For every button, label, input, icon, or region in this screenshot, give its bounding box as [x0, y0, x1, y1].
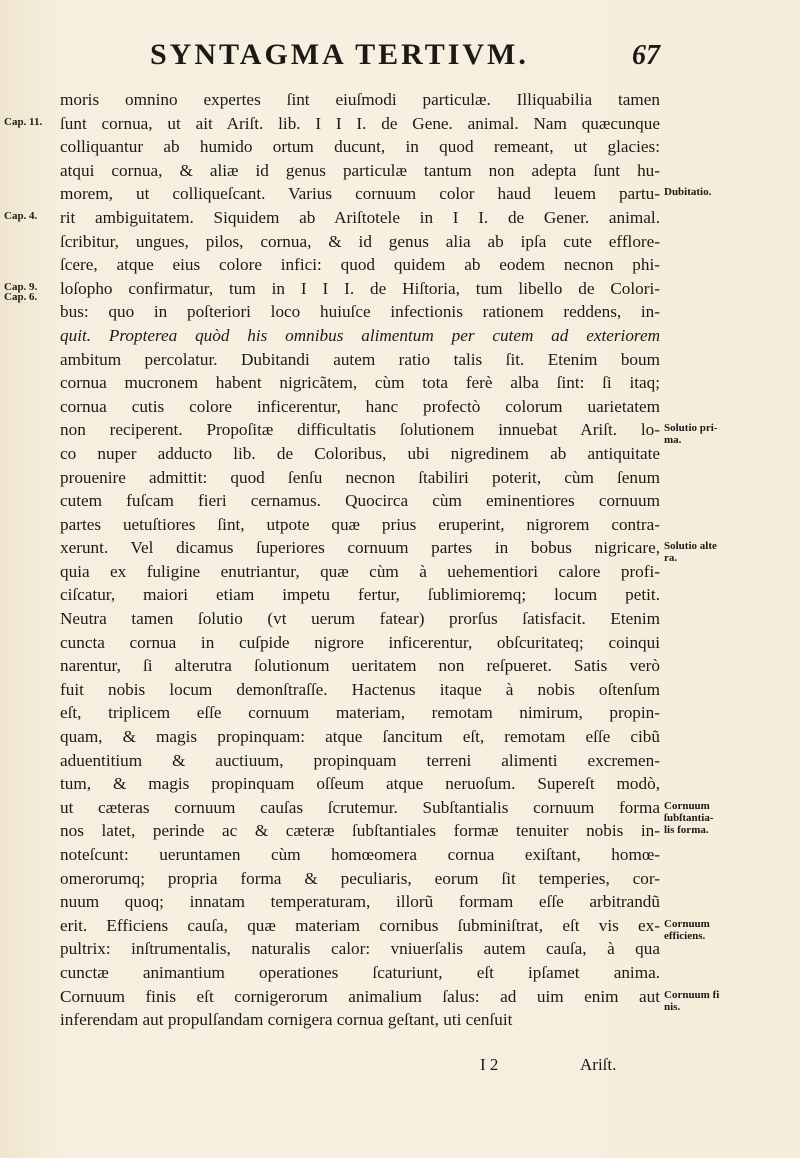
- text-line: pultrix: inſtrumentalis, naturalis calor: vniuerſalis autem cauſa, à qua: [60, 939, 660, 959]
- text-line: atqui cornua, & aliæ id genus particulæ tantum non adepta ſunt hu-: [60, 160, 660, 180]
- text-line: moris omnino expertes ſint eiuſmodi particulæ. Illiquabilia tamen: [60, 90, 660, 109]
- text-line: non reciperent. Propoſitæ difficultatis ſolutionem innuebat Ariſt. lo-: [60, 420, 660, 440]
- text-line: ſunt cornua, ut ait Ariſt. lib. I I I. de Gene. animal. Nam quæcunque: [60, 113, 660, 133]
- text-line: quam, & magis propinquam: atque ſancitum eſt, remotam eſſe cibũ: [60, 727, 660, 747]
- margin-note-chapter-ref: Cap. 9.: [4, 280, 38, 293]
- text-line: quit. Propterea quòd his omnibus alimentum per cutem ad exteriorem: [60, 325, 660, 345]
- text-line: fuit nobis locum demonſtraſſe. Hactenus itaque à nobis oſtenſum: [60, 679, 660, 699]
- text-line: ut cæteras cornuum cauſas ſcrutemur. Subſtantialis cornuum forma: [60, 797, 660, 817]
- margin-note-topic: Solutio alte ra.: [664, 540, 717, 565]
- text-line: cornua cutis colore inficerentur, hanc profectò colorum uarietatem: [60, 396, 660, 416]
- text-line: eſt, triplicem eſſe cornuum materiam, remotam nimirum, propin-: [60, 703, 660, 723]
- text-line: nuum quoq; innatam temperaturam, illorũ formam eſſe arbitrandũ: [60, 892, 660, 912]
- margin-note-chapter-ref: Cap. 6.: [4, 291, 38, 304]
- text-line: noteſcunt: ueruntamen cùm homœomera cornua exiſtant, homœ-: [60, 845, 660, 864]
- text-line: Neutra tamen ſolutio (vt uerum fatear) prorſus ſatisfacit. Etenim: [60, 609, 660, 629]
- text-line: nos latet, perinde ac & cæteræ ſubſtantiales formæ tenuiter nobis in-: [60, 821, 660, 841]
- page-header: [60, 38, 660, 78]
- text-line: cunctæ animantium operationes ſcaturiunt, eſt ipſamet anima.: [60, 962, 660, 982]
- text-line: ambitum percolatur. Dubitandi autem ratio talis ſit. Etenim boum: [60, 349, 660, 369]
- catchword: Ariſt.: [580, 1055, 617, 1074]
- text-line: loſopho confirmatur, tum in I I I. de Hiſtoria, tum libello de Colori-: [60, 278, 660, 298]
- text-line: ciſcatur, maiori etiam impetu fertur, ſublimioremq; locum petit.: [60, 585, 660, 605]
- text-line: cuncta cornua in cuſpide nigrore inficerentur, obſcuritateq; coinqui: [60, 632, 660, 652]
- text-line: cutem fuſcam fieri cernamus. Quocirca cùm eminentiores cornuum: [60, 491, 660, 511]
- text-line: Cornuum finis eſt cornigerorum animalium ſalus: ad uim enim aut: [60, 986, 660, 1006]
- text-line: morem, ut colliqueſcant. Varius cornuum color haud leuem partu-: [60, 184, 660, 204]
- text-line: co nuper adducto lib. de Coloribus, ubi nigredinem ab antiquitate: [60, 443, 660, 463]
- margin-note-chapter-ref: Cap. 11.: [4, 115, 43, 128]
- text-line: prouenire admittit: quod ſenſu necnon ſtabiliri poterit, cùm ſenum: [60, 467, 660, 487]
- text-line: partes uetuſtiores ſint, utpote quæ prius eruperint, nigrorem contra-: [60, 514, 660, 534]
- catchline: [480, 1055, 660, 1079]
- signature-mark: I 2: [480, 1055, 499, 1074]
- text-line: aduentitium & auctiuum, propinquam terreni alimenti excremen-: [60, 750, 660, 770]
- text-line: cornua mucronem habent nigricãtem, cùm tota ferè alba ſint: ſi itaq;: [60, 373, 660, 393]
- text-line: narentur, ſi alterutra ſolutionum ueritatem non reſpueret. Satis verò: [60, 656, 660, 676]
- text-line: ſcribitur, ungues, pilos, cornua, & id genus alia ab ipſa cute efflore-: [60, 231, 660, 251]
- page-number: 67: [632, 40, 660, 71]
- text-line: erit. Efficiens cauſa, quæ materiam cornibus ſubminiſtrat, eſt vis ex-: [60, 915, 660, 935]
- text-line: ſcere, atque eius colore infici: quod quidem ab eodem necnon phi-: [60, 255, 660, 275]
- margin-note-topic: Cornuum efficiens.: [664, 918, 710, 942]
- margin-note-topic: Dubitatio.: [664, 186, 712, 199]
- text-line: bus: quo in poſteriori loco huiuſce infectionis rationem reddens, in-: [60, 302, 660, 322]
- running-title: SYNTAGMA TERTIVM.: [150, 38, 529, 71]
- margin-note-topic: Solutio pri- ma.: [664, 422, 718, 447]
- main-text-block: [60, 88, 660, 1032]
- text-line: tum, & magis propinquam oſſeum atque neruoſum. Supereſt modò,: [60, 774, 660, 794]
- text-line: colliquantur ab humido ortum ducunt, in quod remeant, ut glacies:: [60, 137, 660, 157]
- margin-note-chapter-ref: Cap. 4.: [4, 210, 38, 222]
- margin-note-topic: Cornuum ſubſtantia- lis forma.: [664, 800, 714, 836]
- text-line: omerorumq; propria forma & peculiaris, eorum ſit temperies, cor-: [60, 868, 660, 888]
- text-line: xerunt. Vel dicamus ſuperiores cornuum partes in bobus nigricare,: [60, 538, 660, 558]
- margin-note-topic: Cornuum fi nis.: [664, 988, 720, 1013]
- text-line: inferendam aut propulſandam cornigera cornua geſtant, uti cenſuit: [60, 1010, 513, 1030]
- text-line: quia ex fuligine enutriantur, quæ cùm à uehementiori calore profi-: [60, 561, 660, 581]
- text-line: rit ambiguitatem. Siquidem ab Ariſtotele in I I. de Gener. animal.: [60, 207, 660, 227]
